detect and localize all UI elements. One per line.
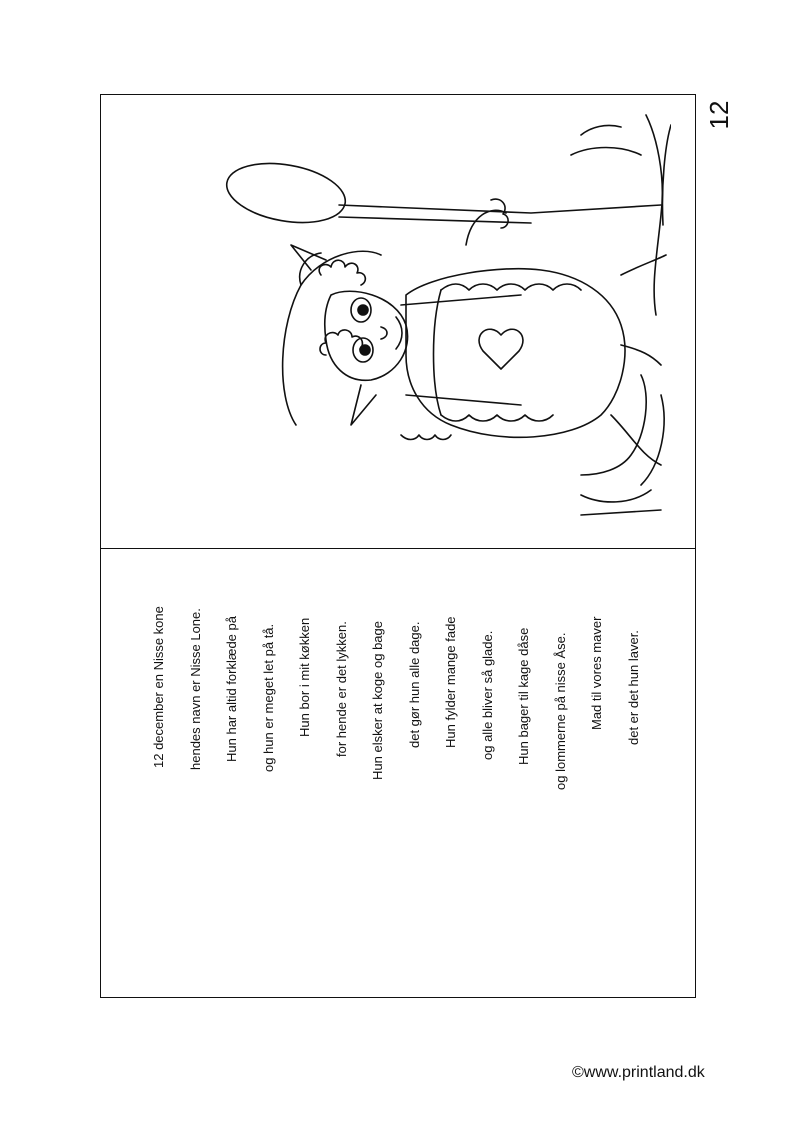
- poem-line: og alle bliver så glade.: [479, 630, 495, 760]
- poem-text: [141, 565, 652, 985]
- nisse-illustration: [201, 95, 671, 545]
- page-number: 12: [704, 100, 734, 130]
- poem-line: Mad til vores maver: [589, 616, 604, 730]
- poem-line: Hun bager til kage dåse: [516, 627, 531, 765]
- poem-line: det gør hun alle dage.: [406, 621, 422, 748]
- poem-line: Hun fylder mange fade: [443, 616, 458, 748]
- poem-area: [141, 565, 641, 985]
- poem-line: Hun elsker at koge og bage: [370, 621, 385, 780]
- booklet-frame: [100, 94, 734, 998]
- poem-line: og hun er meget let på tå.: [260, 623, 276, 772]
- fold-divider: [101, 548, 695, 549]
- poem-line: Hun bor i mit køkken: [297, 617, 312, 737]
- poem-line: Hun har altid forklæde på: [224, 616, 239, 762]
- poem-line: det er det hun laver.: [625, 630, 641, 745]
- poem-line: 12 december en Nisse kone: [151, 606, 166, 768]
- poem-line: og lommerne på nisse Åse.: [552, 632, 568, 790]
- poem-line: hendes navn er Nisse Lone.: [187, 608, 203, 770]
- poem-line: for hende er det lykken.: [333, 621, 349, 757]
- copyright-credit: ©www.printland.dk: [572, 1064, 705, 1081]
